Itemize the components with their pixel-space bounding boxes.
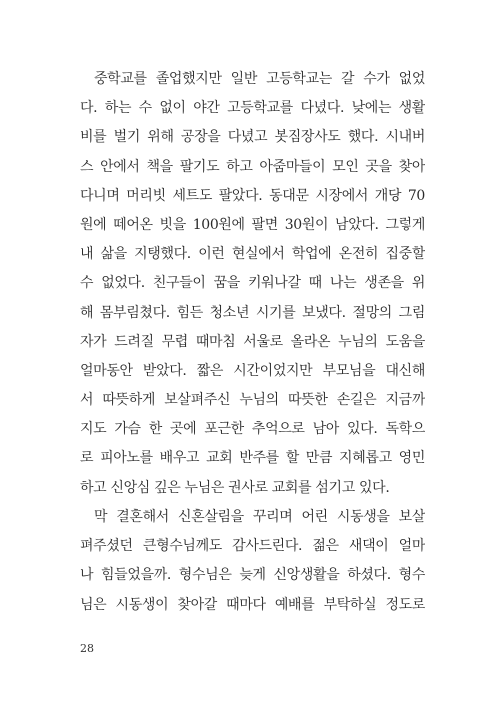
text-line: 중학교를 졸업했지만 일반 고등학교는 갈 수가 없었 (94, 71, 425, 87)
text-line: 지도 가슴 한 곳에 포근한 추억으로 남아 있다. 독학으 (80, 421, 425, 438)
text-line: 해 몸부림쳤다. 힘든 청소년 시기를 보냈다. 절망의 그림 (80, 304, 425, 321)
text-line: 막 결혼해서 신혼살림을 꾸리며 어린 시동생을 보살 (94, 509, 425, 525)
text-line: 펴주셨던 큰형수님께도 감사드린다. 젊은 새댁이 얼마 (80, 538, 425, 555)
paragraph-2 (80, 503, 425, 620)
text-line: 다니며 머리빗 세트도 팔았다. 동대문 시장에서 개당 70 (80, 187, 425, 204)
text-line: 자가 드려질 무렵 때마침 서울로 올라온 누님의 도움을 (80, 333, 425, 350)
page-number: 28 (80, 642, 94, 655)
text-line: 하고 신앙심 깊은 누님은 권사로 교회를 섬기고 있다. (80, 479, 390, 496)
text-line: 님은 시동생이 찾아갈 때마다 예배를 부탁하실 정도로 (80, 596, 425, 613)
paragraph-1 (80, 65, 425, 503)
text-line: 수 없었다. 친구들이 꿈을 키워나갈 때 나는 생존을 위 (80, 275, 425, 292)
text-line: 나 힘들었을까. 형수님은 늦게 신앙생활을 하셨다. 형수 (80, 567, 425, 584)
text-line: 서 따뜻하게 보살펴주신 누님의 따뜻한 손길은 지금까 (80, 392, 425, 409)
text-line: 로 피아노를 배우고 교회 반주를 할 만큼 지혜롭고 영민 (80, 450, 425, 467)
text-line: 내 삶을 지탱했다. 이런 현실에서 학업에 온전히 집중할 (80, 246, 425, 263)
text-line: 비를 벌기 위해 공장을 다녔고 봇짐장사도 했다. 시내버 (80, 129, 425, 146)
text-line: 얼마동안 받았다. 짧은 시간이었지만 부모님을 대신해 (80, 362, 425, 379)
text-line: 다. 하는 수 없이 야간 고등학교를 다녔다. 낮에는 생활 (80, 100, 425, 117)
text-line: 원에 떼어온 빗을 100원에 팔면 30원이 남았다. 그렇게 (80, 216, 425, 233)
text-line: 스 안에서 책을 팔기도 하고 아줌마들이 모인 곳을 찾아 (80, 158, 425, 175)
